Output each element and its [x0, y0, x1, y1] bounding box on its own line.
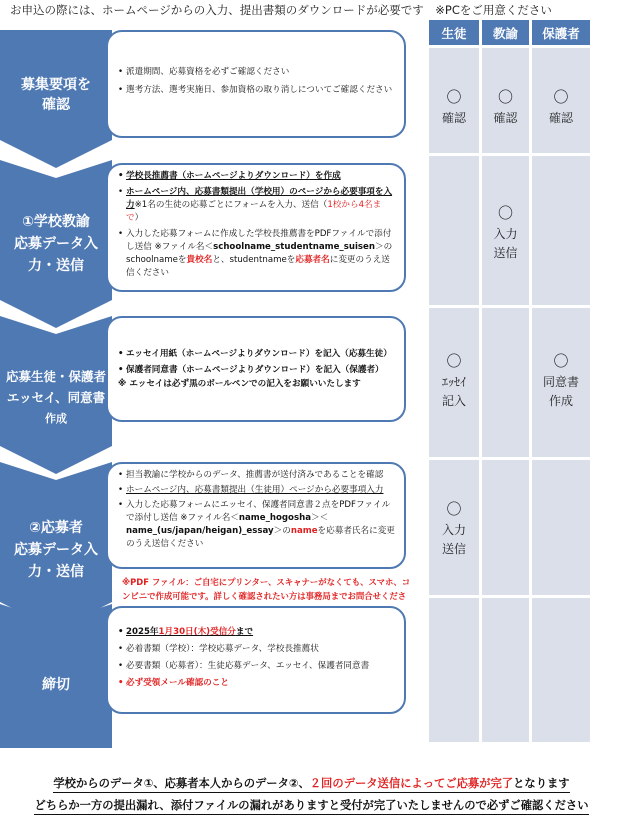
circle-mark: 〇	[446, 352, 462, 370]
step-3-chevron	[0, 316, 120, 474]
step-4-item-1: • 担当教諭に学校からのデータ、推薦書が送付済みであることを確認	[118, 469, 396, 482]
step-5-deadline: • 2025年1月30日(木)受信分まで	[118, 626, 396, 639]
step-4-student-cell	[429, 500, 479, 558]
step-3-item-2: • 保護者同意書（ホームページよりダウンロード）を記入（保護者）	[118, 364, 396, 377]
step-4-item-3: • 入力した応募フォームにエッセイ、保護者同意書２点をPDFファイルで添付し送信 ※ファイル名＜name_hogosha＞＜name_(us/japan/heigan)_essay＞のnameを応募者氏名に変更のうえ送信ください	[118, 499, 396, 551]
step-4-title-line1: ②応募者	[29, 520, 83, 536]
step-3-item-3: ※ エッセイは必ず黒のボールペンでの記入をお願いいたします	[118, 379, 361, 389]
circle-mark: 〇	[553, 88, 569, 106]
row-divider	[429, 153, 590, 156]
column-header-student: 生徒	[429, 20, 479, 45]
step-2-title-line1: ①学校教諭	[22, 214, 90, 230]
circle-mark: 〇	[497, 88, 513, 106]
step-5-box	[106, 606, 406, 714]
step-1-item: • 派遣期間、応募資格を必ずご確認ください	[118, 66, 396, 79]
step-1-guardian-label: 確認	[548, 111, 573, 125]
step-2-title-line2: 応募データ入	[14, 236, 98, 252]
step-3-title-line1: 応募生徒・保護者	[5, 368, 106, 384]
step-5-chevron	[0, 604, 120, 748]
step-5-title: 締切	[42, 677, 70, 693]
pdf-note: ※PDF ファイル：ご自宅にプリンター、スキャナーがなくても、スマホ、コンビニで作成可能です。詳しく確認されたい方は事務局までお問合せくださ	[122, 577, 411, 601]
step-3-title-line3: 作成	[45, 411, 67, 425]
step-3-student-label-2: 記入	[441, 394, 466, 408]
step-4-student-label-2: 送信	[441, 542, 466, 556]
step-3-guardian-label-1: 同意書	[542, 375, 579, 389]
step-4-title-line2: 応募データ入	[14, 542, 98, 558]
row-divider	[429, 305, 590, 308]
step-1-guardian-cell	[532, 88, 590, 127]
footer-line-1: 学校からのデータ①、応募者本人からのデータ②、２回のデータ送信によってご応募が完了となります	[0, 775, 623, 793]
step-2-chevron	[0, 160, 120, 328]
step-1-teacher-label: 確認	[493, 111, 518, 125]
step-1-item: • 選考方法、選考実施日、参加資格の取り消しについてご確認ください	[118, 84, 396, 97]
step-2-box	[106, 163, 406, 292]
step-3-item-1: • エッセイ用紙（ホームページよりダウンロード）を記入（応募生徒）	[118, 348, 396, 361]
step-3-box	[106, 316, 406, 422]
step-2-item-2: • ホームページ内、応募書類提出（学校用）のページから必要事項を入力※1名の生徒の応募ごとにフォームを入力、送信（1校から4名まで）	[118, 186, 396, 225]
step-1-student-cell	[429, 88, 479, 127]
circle-mark: 〇	[497, 204, 513, 222]
step-1-student-label: 確認	[441, 111, 466, 125]
step-2-title-line3: 力・送信	[28, 258, 84, 274]
step-2-item-3: • 入力した応募フォームに作成した学校長推薦書をPDFファイルで添付し送信 ※ファイル名＜schoolname_studentname_suisen＞のschoolnameを貴校名と、studentnameを応募者名に変更のうえ送信ください	[118, 228, 396, 280]
step-2-teacher-cell	[482, 204, 529, 262]
step-4-box	[106, 462, 406, 569]
step-2-item-1: • 学校長推薦書（ホームページよりダウンロード）を作成	[118, 170, 396, 183]
footer-line-2: どちらか一方の提出漏れ、添付ファイルの漏れがありますと受付が完了いたしませんので必ずご確認ください	[0, 797, 623, 815]
step-4-item-2: • ホームページ内、応募書類提出（生徒用）ページから必要事項入力	[118, 484, 396, 497]
step-3-guardian-label-2: 作成	[548, 394, 573, 408]
step-1-title-line1: 募集要項を	[21, 77, 91, 93]
step-3-student-cell	[429, 352, 479, 410]
step-4-student-label-1: 入力	[441, 523, 466, 537]
row-divider	[429, 457, 590, 460]
circle-mark: 〇	[446, 88, 462, 106]
step-5-item-2: • 必着書類（学校）：学校応募データ、学校長推薦状	[118, 643, 396, 656]
circle-mark: 〇	[553, 352, 569, 370]
step-1-teacher-cell	[482, 88, 529, 127]
step-3-guardian-cell	[532, 352, 590, 410]
column-header-guardian: 保護者	[532, 20, 590, 45]
top-note: お申込の際には、ホームページからの入力、提出書類のダウンロードが必要です ※PCをご用意ください	[10, 3, 552, 17]
step-3-title-line2: エッセイ、同意書	[6, 389, 106, 405]
step-3-student-label-1: ｴｯｾｲ	[441, 375, 466, 389]
circle-mark: 〇	[446, 500, 462, 518]
step-1-title-line2: 確認	[42, 97, 70, 113]
step-1-box	[106, 30, 406, 138]
column-header-teacher: 教諭	[482, 20, 529, 45]
step-1-chevron	[0, 30, 120, 168]
step-5-item-3: • 必要書類（応募者）：生徒応募データ、エッセイ、保護者同意書	[118, 660, 396, 673]
step-2-teacher-label-2: 送信	[493, 246, 518, 260]
step-2-teacher-label-1: 入力	[493, 227, 518, 241]
step-5-item-4: • 必ず受領メール確認のこと	[118, 677, 396, 690]
step-4-title-line3: 力・送信	[28, 564, 84, 580]
row-divider	[429, 595, 590, 598]
